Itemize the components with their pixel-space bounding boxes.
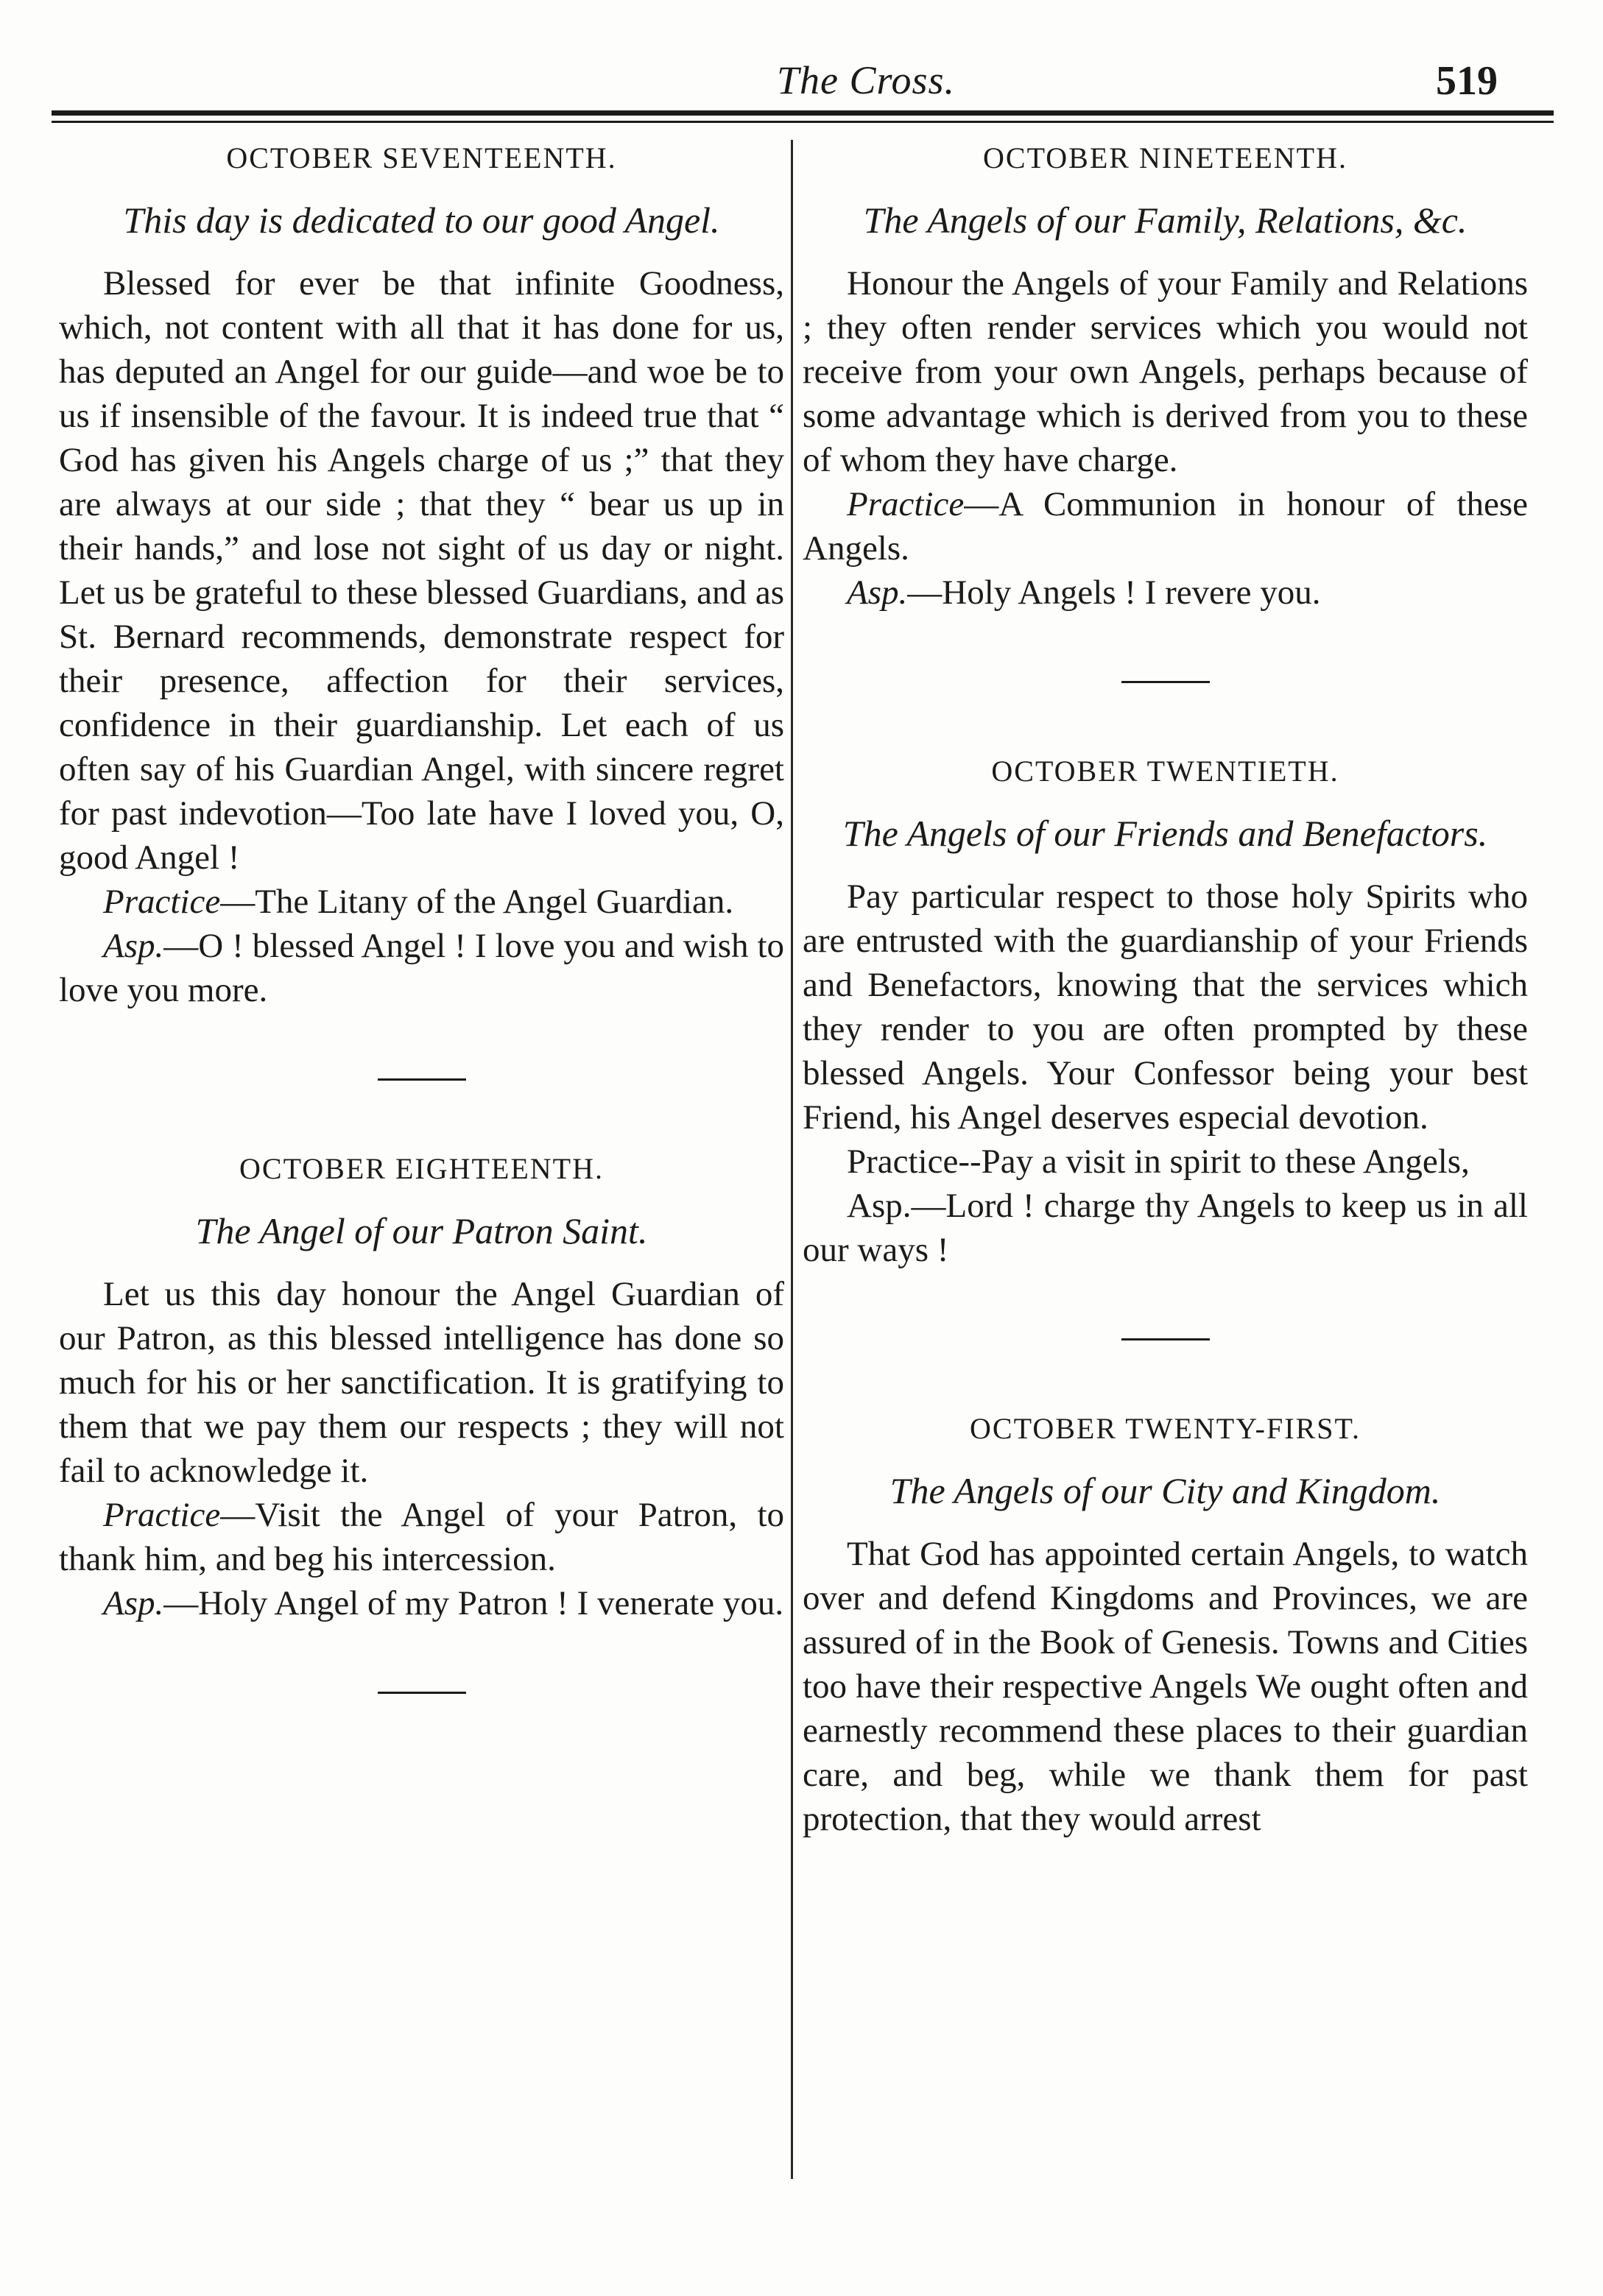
aspiration-text: —O ! blessed Angel ! I love you and wish to love you more.: [59, 927, 784, 1009]
page-number: 519: [1436, 58, 1498, 104]
entry-body: Blessed for ever be that infinite Goodness, which, not content with all that it has done for us, has deputed an Angel for our guide—and woe be to us if insensible of the favour. It is indeed true that “ God has given his Angels charge of us ;” that they are always at our side ; that they “ bear us up in their hands,” and lose not sight of us day or night. Let us be grateful to these blessed Guardians, and as St. Bernard recommends, demonstrate respect for their presence, affection for their services, confidence in their guardianship. Let each of us often say of his Guardian Angel, with sincere regret for past indevotion—Too late have I loved you, O, good Angel !: [59, 264, 784, 877]
entry-practice: [803, 482, 1528, 571]
entry-aspiration: [803, 1184, 1528, 1272]
page-header: [52, 44, 1554, 125]
entry-practice: [59, 1493, 784, 1581]
entry-subtitle: The Angel of our Patron Saint.: [195, 1210, 648, 1251]
section-separator: [1121, 1338, 1210, 1340]
entry-heading: OCTOBER TWENTY-FIRST.: [970, 1412, 1361, 1445]
entry-subtitle: The Angels of our Family, Relations, &c.: [863, 199, 1468, 241]
entry-practice: [803, 1140, 1528, 1184]
entry-body: Pay particular respect to those holy Spirits who are entrusted with the guardianship of your Friends and Benefactors, knowing that the services which they render to you are often prompted by these blessed Angels. Your Confessor being your best Friend, his Angel deserves especial devotion.: [803, 877, 1528, 1137]
entry-october-seventeenth: [59, 136, 784, 1012]
entry-practice: [59, 880, 784, 924]
entry-subtitle: The Angels of our City and Kingdom.: [889, 1470, 1441, 1511]
column-divider: [791, 140, 793, 2179]
entry-body: That God has appointed certain Angels, to watch over and defend Kingdoms and Provinces, we are assured of in the Book of Genesis. Towns and Cities too have their respective Angels We ought often and earnestly recommend these places to their guardian care, and beg, while we thank them for past protection, that they would arrest: [803, 1535, 1528, 1838]
aspiration-label: Asp.: [103, 1584, 164, 1622]
entry-aspiration: [59, 1581, 784, 1625]
aspiration-text: —Holy Angels ! I revere you.: [907, 573, 1321, 612]
aspiration-text: —Holy Angel of my Patron ! I venerate you.: [163, 1584, 784, 1622]
practice-label: Practice: [847, 485, 965, 523]
aspiration-label: Asp.: [847, 1187, 912, 1225]
header-rule-thin: [52, 121, 1554, 123]
entry-aspiration: [803, 571, 1528, 615]
entry-aspiration: [59, 924, 784, 1012]
right-column: [803, 136, 1528, 1841]
entry-october-eighteenth: [59, 1147, 784, 1625]
section-separator: [378, 1078, 466, 1081]
aspiration-text: —Lord ! charge thy Angels to keep us in all our ways !: [803, 1187, 1528, 1269]
entry-heading: OCTOBER TWENTIETH.: [991, 755, 1339, 788]
section-separator: [1121, 681, 1210, 683]
left-column: [59, 136, 784, 1760]
practice-label: Practice: [847, 1142, 959, 1181]
running-title: The Cross.: [777, 58, 956, 102]
practice-text: —A Communion in honour of these Angels.: [803, 485, 1528, 568]
practice-label: Practice: [103, 883, 221, 921]
aspiration-label: Asp.: [847, 573, 908, 612]
practice-text: —The Litany of the Angel Guardian.: [220, 883, 734, 921]
entry-body: Honour the Angels of your Family and Relations ; they often render services which you would not receive from your own Angels, perhaps because of some advantage which is derived from you to these of whom they have charge.: [803, 264, 1528, 479]
entry-subtitle: This day is dedicated to our good Angel.: [123, 199, 720, 241]
entry-body: Let us this day honour the Angel Guardian of our Patron, as this blessed intelligence has done so much for his or her sanctification. It is gratifying to them that we pay them our respects ; they will not fail to acknowledge it.: [59, 1275, 784, 1490]
entry-subtitle: The Angels of our Friends and Benefactors.: [842, 813, 1488, 854]
header-rule: [52, 110, 1554, 116]
section-separator: [378, 1692, 466, 1694]
practice-label: Practice: [103, 1496, 221, 1534]
entry-october-twentieth: [803, 749, 1528, 1272]
practice-text: --Pay a visit in spirit to these Angels,: [958, 1142, 1470, 1181]
entry-heading: OCTOBER EIGHTEENTH.: [239, 1152, 604, 1185]
practice-text: —Visit the Angel of your Patron, to thank him, and beg his intercession.: [59, 1496, 784, 1578]
aspiration-label: Asp.: [103, 927, 164, 965]
entry-october-twenty-first: [803, 1407, 1528, 1841]
entry-heading: OCTOBER NINETEENTH.: [983, 141, 1347, 174]
entry-october-nineteenth: [803, 136, 1528, 615]
entry-heading: OCTOBER SEVENTEENTH.: [226, 141, 617, 174]
